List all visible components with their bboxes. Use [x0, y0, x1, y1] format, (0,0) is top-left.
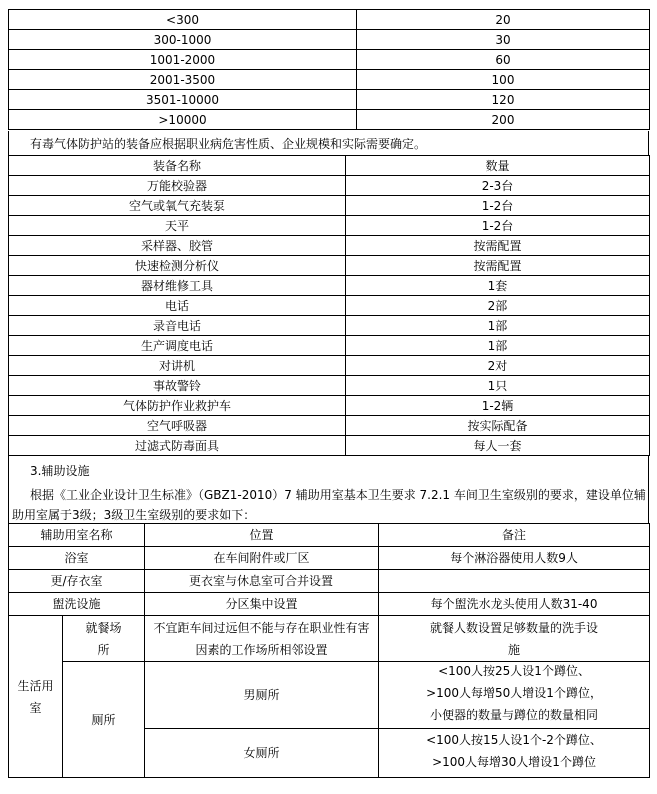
- room-location: 分区集中设置: [145, 593, 379, 616]
- room-name: 更/存衣室: [9, 570, 145, 593]
- remark-line: <100人按25人设1个蹲位、: [438, 664, 590, 678]
- range-cell: 1001-2000: [9, 50, 357, 70]
- living-group-label: 生活用室: [9, 616, 63, 778]
- table-row: [9, 570, 650, 593]
- value-cell: 100: [357, 70, 650, 90]
- column-header-location: 位置: [145, 524, 379, 547]
- remark-line: <100人按15人设1个-2个蹲位、: [426, 733, 602, 747]
- table-row: [9, 436, 650, 456]
- room-remark: 每个盥洗水龙头使用人数31-40: [379, 593, 650, 616]
- section-heading: 3.辅助设施: [30, 464, 90, 478]
- value-cell: 200: [357, 110, 650, 130]
- table-row: [9, 70, 650, 90]
- equipment-qty: 每人一套: [346, 436, 650, 456]
- dining-location: 不宜距车间过远但不能与存在职业性有害因素的工作场所相邻设置: [145, 616, 379, 662]
- equipment-name: 天平: [9, 216, 346, 236]
- table-row: [9, 10, 650, 30]
- table-row: [9, 416, 650, 436]
- equipment-qty: 1只: [346, 376, 650, 396]
- equipment-qty: 1-2台: [346, 216, 650, 236]
- table-row: [9, 236, 650, 256]
- male-toilet-label: 男厕所: [145, 662, 379, 729]
- section-para-line1: 根据《工业企业设计卫生标准》（GBZ1-2010）7 辅助用室基本卫生要求 7.2.1 车间卫生室级别的要求，建设单位辅: [30, 488, 646, 502]
- equipment-name: 万能校验器: [9, 176, 346, 196]
- equipment-name: 快速检测分析仪: [9, 256, 346, 276]
- equipment-qty: 1-2台: [346, 196, 650, 216]
- male-toilet-remark: [379, 662, 650, 729]
- value-cell: 30: [357, 30, 650, 50]
- equipment-name: 空气或氧气充装泵: [9, 196, 346, 216]
- remark-line: >100人每增30人增设1个蹲位: [432, 755, 596, 769]
- equipment-name: 录音电话: [9, 316, 346, 336]
- equipment-qty: 2-3台: [346, 176, 650, 196]
- column-header-remark: 备注: [379, 524, 650, 547]
- column-header-qty: 数量: [346, 156, 650, 176]
- equipment-qty: 1部: [346, 316, 650, 336]
- table-row: [9, 616, 650, 662]
- aux-rooms-table: [8, 523, 650, 778]
- remark-line: >100人每增50人增设1个蹲位，: [426, 686, 602, 700]
- range-cell: 2001-3500: [9, 70, 357, 90]
- equipment-name: 空气呼吸器: [9, 416, 346, 436]
- female-toilet-label: 女厕所: [145, 729, 379, 778]
- value-cell: 20: [357, 10, 650, 30]
- room-location: 在车间附件或厂区: [145, 547, 379, 570]
- table-row: [9, 90, 650, 110]
- table-row: [9, 50, 650, 70]
- range-cell: 300-1000: [9, 30, 357, 50]
- table-row: [9, 662, 650, 729]
- dining-name: 就餐场所: [63, 616, 145, 662]
- table-row: [9, 110, 650, 130]
- equipment-qty: 1套: [346, 276, 650, 296]
- range-cell: 3501-10000: [9, 90, 357, 110]
- table-row: [9, 256, 650, 276]
- equipment-qty: 按实际配备: [346, 416, 650, 436]
- table-header-row: [9, 524, 650, 547]
- table-row: [9, 176, 650, 196]
- equipment-name: 对讲机: [9, 356, 346, 376]
- table-row: [9, 336, 650, 356]
- column-header-name: 装备名称: [9, 156, 346, 176]
- equipment-name: 事故警铃: [9, 376, 346, 396]
- remark-line: 小便器的数量与蹲位的数量相同: [430, 708, 599, 722]
- equipment-name: 生产调度电话: [9, 336, 346, 356]
- table-row: [9, 396, 650, 416]
- gas-station-note: 有毒气体防护站的装备应根据职业病危害性质、企业规模和实际需要确定。: [30, 137, 427, 151]
- table-row: [9, 30, 650, 50]
- column-header-room: 辅助用室名称: [9, 524, 145, 547]
- section-para-line2: 助用室属于3级；3级卫生室级别的要求如下：: [12, 508, 256, 522]
- table-row: [9, 276, 650, 296]
- equipment-name: 气体防护作业救护车: [9, 396, 346, 416]
- table-row: [9, 216, 650, 236]
- room-location: 更衣室与休息室可合并设置: [145, 570, 379, 593]
- equipment-name: 电话: [9, 296, 346, 316]
- equipment-name: 采样器、胶管: [9, 236, 346, 256]
- table-header-row: [9, 156, 650, 176]
- equipment-qty: 按需配置: [346, 256, 650, 276]
- room-remark: [379, 570, 650, 593]
- table-row: [9, 547, 650, 570]
- equipment-name: 过滤式防毒面具: [9, 436, 346, 456]
- room-name: 浴室: [9, 547, 145, 570]
- value-cell: 60: [357, 50, 650, 70]
- table-row: [9, 356, 650, 376]
- equipment-qty: 2对: [346, 356, 650, 376]
- dining-remark: 就餐人数设置足够数量的洗手设施: [379, 616, 650, 662]
- toilet-name: 厕所: [63, 662, 145, 778]
- table-row: [9, 296, 650, 316]
- range-cell: <300: [9, 10, 357, 30]
- room-remark: 每个淋浴器使用人数9人: [379, 547, 650, 570]
- equipment-qty: 按需配置: [346, 236, 650, 256]
- scale-table: [8, 9, 650, 130]
- table-row: [9, 196, 650, 216]
- value-cell: 120: [357, 90, 650, 110]
- room-name: 盥洗设施: [9, 593, 145, 616]
- range-cell: >10000: [9, 110, 357, 130]
- equipment-qty: 1部: [346, 336, 650, 356]
- equipment-qty: 1-2辆: [346, 396, 650, 416]
- equipment-table: [8, 155, 650, 456]
- female-toilet-remark: [379, 729, 650, 778]
- table-row: [9, 593, 650, 616]
- equipment-qty: 2部: [346, 296, 650, 316]
- table-row: [9, 376, 650, 396]
- equipment-name: 器材维修工具: [9, 276, 346, 296]
- table-row: [9, 316, 650, 336]
